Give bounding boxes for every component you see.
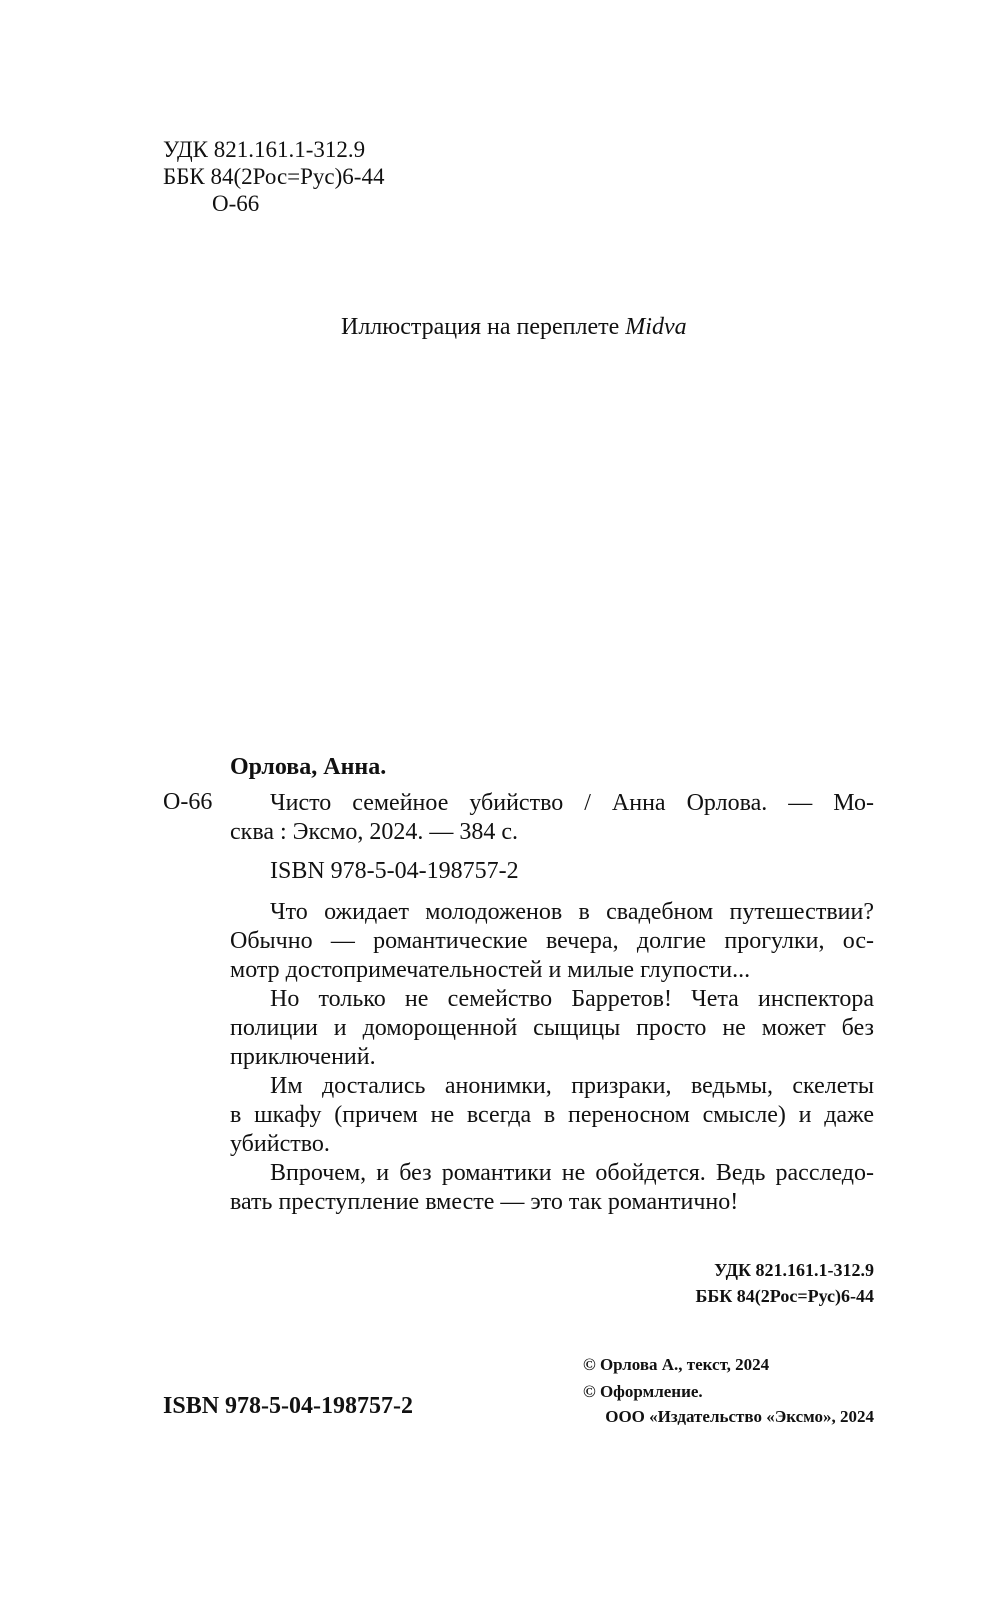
annotation-line: Но только не семейство Барретов! Чета инспектора <box>270 986 874 1012</box>
annotation-line: Что ожидает молодоженов в свадебном путешествии? <box>270 899 874 925</box>
bbk-top: ББК 84(2Рос=Рус)6-44 <box>163 164 385 189</box>
bbk-classification: ББК 84(2Рос=Рус)6-44 <box>695 1286 874 1306</box>
annotation-line: Обычно — романтические вечера, долгие прогулки, ос- <box>230 928 874 954</box>
annotation-line: приключений. <box>230 1044 376 1070</box>
card-title-line: сква : Эксмо, 2024. — 384 с. <box>230 819 519 845</box>
card-author: Орлова, Анна. <box>230 754 387 780</box>
illustration-credit <box>341 314 687 341</box>
annotation <box>230 898 874 1217</box>
udk-top: УДК 821.161.1-312.9 <box>163 137 366 162</box>
card-title-block <box>230 789 874 847</box>
annotation-line: Впрочем, и без романтики не обойдется. Ведь расследо- <box>270 1160 874 1186</box>
annotation-line: вать преступление вместе — это так романтично! <box>230 1189 739 1215</box>
udk-classification: УДК 821.161.1-312.9 <box>714 1260 874 1280</box>
copyright-text: © Орлова А., текст, 2024 <box>583 1355 770 1374</box>
card-isbn: ISBN 978-5-04-198757-2 <box>270 858 519 884</box>
author-code-top: О-66 <box>212 191 260 216</box>
annotation-line: мотр достопримечательностей и милые глупости... <box>230 957 751 983</box>
annotation-line: Им достались анонимки, призраки, ведьмы, скелеты <box>270 1073 874 1099</box>
copyright-publisher: ООО «Издательство «Эксмо», 2024 <box>605 1407 874 1426</box>
isbn-bottom: ISBN 978-5-04-198757-2 <box>163 1393 413 1419</box>
annotation-line: полиции и доморощенной сыщицы просто не может без <box>230 1015 874 1041</box>
card-author-code: О-66 <box>163 789 213 815</box>
illustration-artist: Midva <box>625 314 687 340</box>
annotation-line: убийство. <box>230 1131 330 1157</box>
card-title-line: Чисто семейное убийство / Анна Орлова. — Мо- <box>270 790 874 816</box>
copyright-design: © Оформление. <box>583 1382 703 1401</box>
illustration-label: Иллюстрация на переплете <box>341 314 626 340</box>
annotation-line: в шкафу (причем не всегда в переносном смысле) и даже <box>230 1102 874 1128</box>
